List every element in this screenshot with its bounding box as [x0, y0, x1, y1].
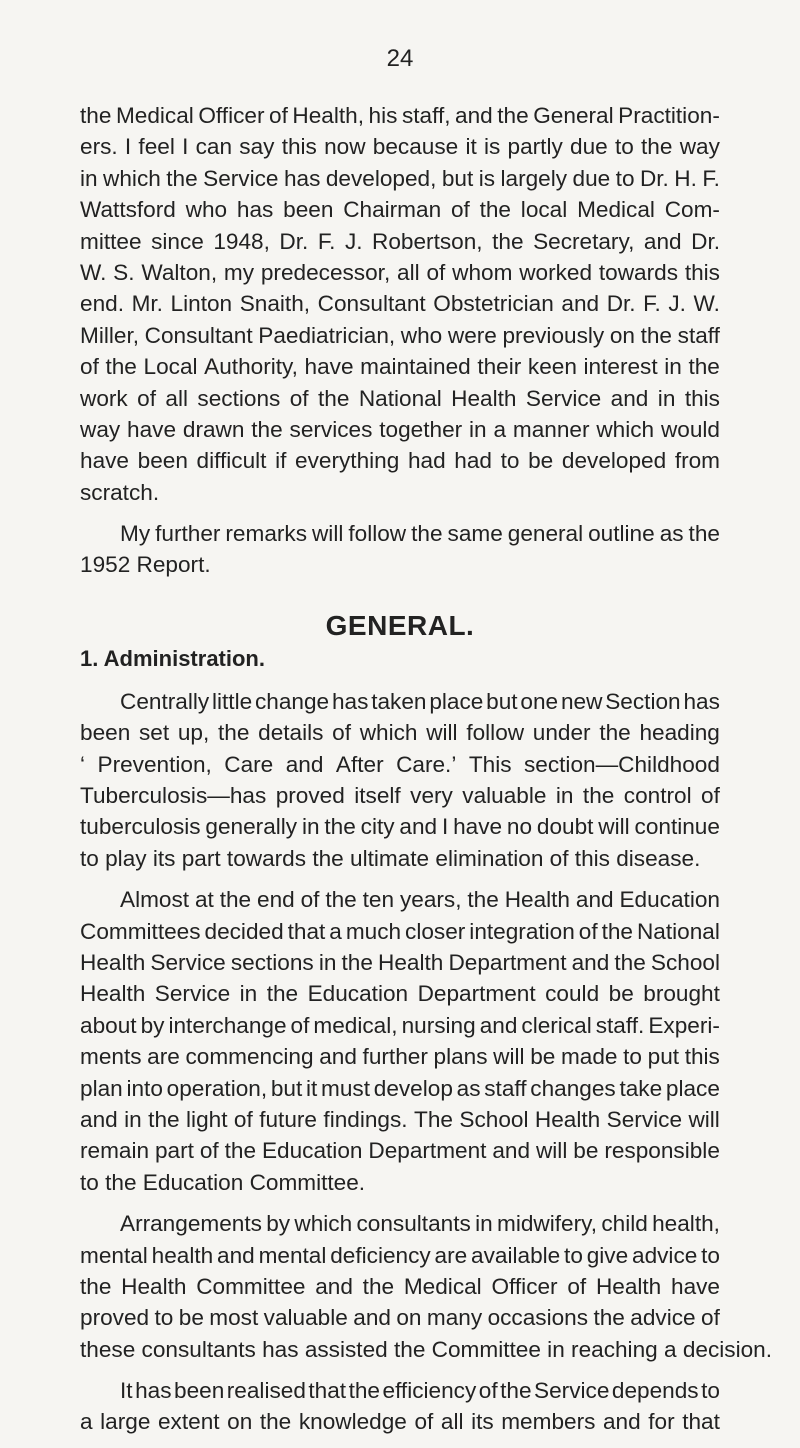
text-line: Tuberculosis—has proved itself very valuable in the control of [80, 783, 720, 809]
text-line: It has been realised that the efficiency of the Service depends to [120, 1378, 720, 1404]
text-line: Committees decided that a much closer integration of the National [80, 918, 720, 944]
text-line: 1952 Report. [80, 552, 211, 578]
text-line: of the Local Authority, have maintained their keen interest in the [80, 354, 720, 380]
paragraph [80, 1375, 720, 1438]
text-line: a large extent on the knowledge of all its members and for that [80, 1409, 720, 1435]
text-line: W. S. Walton, my predecessor, all of whom worked towards this [80, 259, 720, 285]
paragraph [80, 1208, 772, 1365]
text-line: Wattsford who has been Chairman of the local Medical Com- [80, 197, 720, 223]
text-line: mental health and mental deficiency are available to give advice to [80, 1242, 720, 1268]
text-line: ments are commencing and further plans will be made to put this [80, 1044, 720, 1070]
text-line: about by interchange of medical, nursing and clerical staff. Experi- [80, 1012, 720, 1038]
text-line: Arrangements by which consultants in midwifery, child health, [120, 1211, 720, 1237]
text-line: proved to be most valuable and on many occasions the advice of [80, 1305, 720, 1331]
text-line: ers. I feel I can say this now because it is partly due to the way [80, 134, 720, 160]
paragraph [80, 884, 720, 1198]
text-line: ‘ Prevention, Care and After Care.’ This section—Childhood [80, 751, 720, 777]
text-line: the Health Committee and the Medical Officer of Health have [80, 1273, 720, 1299]
text-line: end. Mr. Linton Snaith, Consultant Obstetrician and Dr. F. J. W. [80, 291, 720, 317]
text-line: My further remarks will follow the same general outline as the [120, 521, 720, 547]
text-line: have been difficult if everything had had to be developed from [80, 448, 720, 474]
text-line: way have drawn the services together in a manner which would [80, 416, 720, 442]
document-body [80, 100, 772, 1448]
page-number: 24 [386, 45, 414, 72]
text-line: work of all sections of the National Health Service and in this [80, 385, 720, 411]
section-heading: GENERAL. [325, 609, 475, 641]
text-line: remain part of the Education Department and will be responsible [80, 1138, 720, 1164]
text-line: mittee since 1948, Dr. F. J. Robertson, the Secretary, and Dr. [80, 228, 720, 254]
text-line: to the Education Committee. [80, 1169, 366, 1195]
subsection-heading: 1. Administration. [80, 645, 265, 671]
paragraph [80, 518, 720, 581]
text-line: Health Service sections in the Health Department and the School [80, 949, 720, 975]
text-line: these consultants has assisted the Committee in reaching a decision. [80, 1336, 772, 1362]
text-line: scratch. [80, 479, 160, 505]
text-line: Centrally little change has taken place but one new Section has [120, 688, 720, 714]
text-line: Miller, Consultant Paediatrician, who were previously on the staff [80, 322, 720, 348]
text-line: Health Service in the Education Department could be brought [80, 981, 720, 1007]
paragraph [80, 100, 720, 508]
text-line: and in the light of future findings. The School Health Service will [80, 1106, 720, 1132]
paragraph [80, 686, 720, 874]
text-line: tuberculosis generally in the city and I have no doubt will continue [80, 814, 720, 840]
text-line: the Medical Officer of Health, his staff, and the General Practition- [80, 103, 720, 128]
text-line: been set up, the details of which will follow under the heading [80, 720, 720, 746]
text-line: Almost at the end of the ten years, the Health and Education [120, 887, 720, 913]
text-line: to play its part towards the ultimate elimination of this disease. [80, 845, 701, 871]
text-line: in which the Service has developed, but is largely due to Dr. H. F. [80, 165, 720, 191]
text-line: plan into operation, but it must develop as staff changes take place [80, 1075, 720, 1101]
